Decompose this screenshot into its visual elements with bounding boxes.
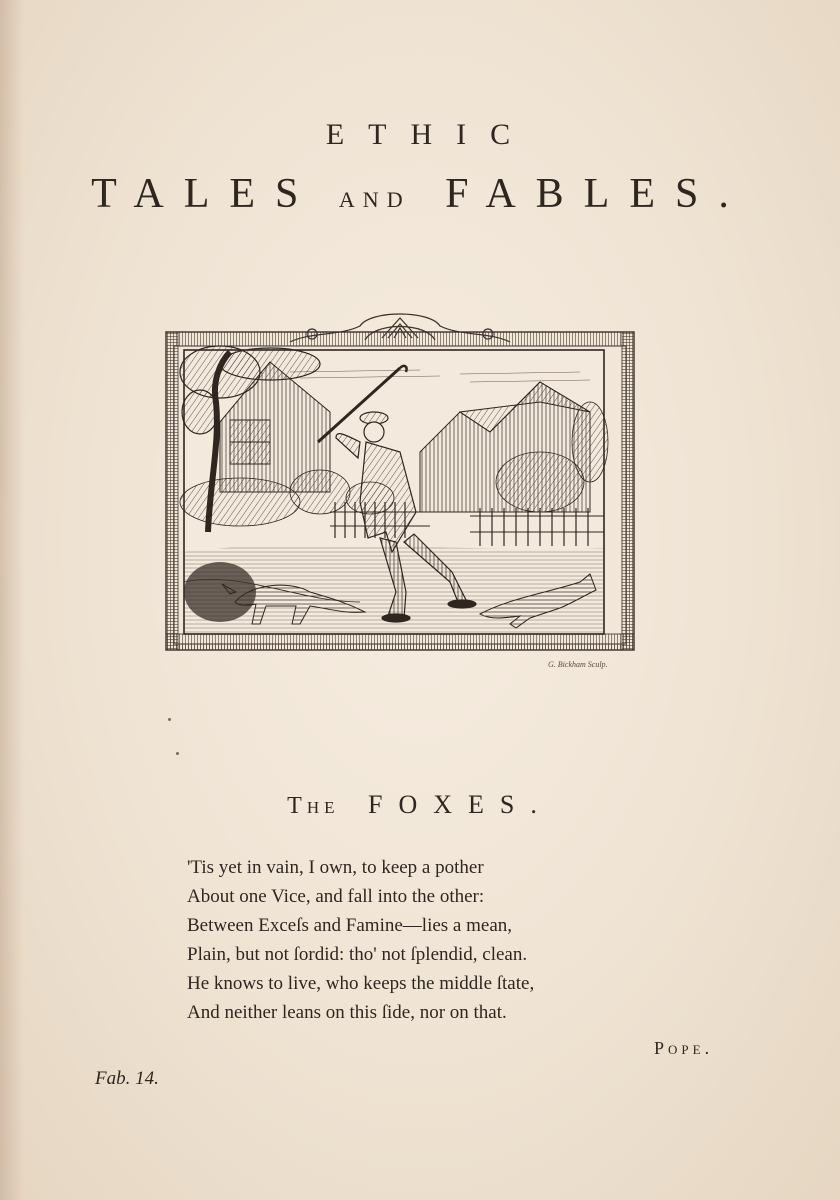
poem-line: And neither leans on this ſide, nor on that. — [187, 1002, 507, 1023]
heading-and: AND — [338, 187, 411, 212]
paper-fleck — [176, 752, 179, 755]
heading-ethic: ETHIC — [325, 118, 535, 151]
poem-text — [187, 853, 657, 1027]
fable-title-article: The — [287, 793, 340, 819]
heading-fables: FABLES. — [445, 171, 749, 217]
engraving-illustration — [160, 302, 640, 662]
poem-line: Plain, but not ſordid: tho' not ſplendid, clean. — [187, 944, 528, 965]
fable-number: Fab. 14. — [95, 1068, 159, 1089]
poem-line: About one Vice, and fall into the other: — [187, 886, 485, 907]
engraver-credit: G. Bickham Sculp. — [548, 660, 608, 669]
fable-title-word: FOXES. — [367, 790, 553, 819]
heading-tales-and-fables — [0, 170, 840, 218]
fox-den — [184, 562, 256, 622]
heading-tales: TALES — [91, 171, 319, 217]
poem-line: 'Tis yet in vain, I own, to keep a pother — [187, 857, 484, 878]
paper-fleck — [168, 718, 171, 721]
poem-line: He knows to live, who keeps the middle ſtate, — [187, 973, 535, 994]
attribution-pope: Pope. — [654, 1038, 714, 1058]
poem-line: Between Exceſs and Famine—lies a mean, — [187, 915, 513, 936]
fable-title — [0, 790, 840, 820]
